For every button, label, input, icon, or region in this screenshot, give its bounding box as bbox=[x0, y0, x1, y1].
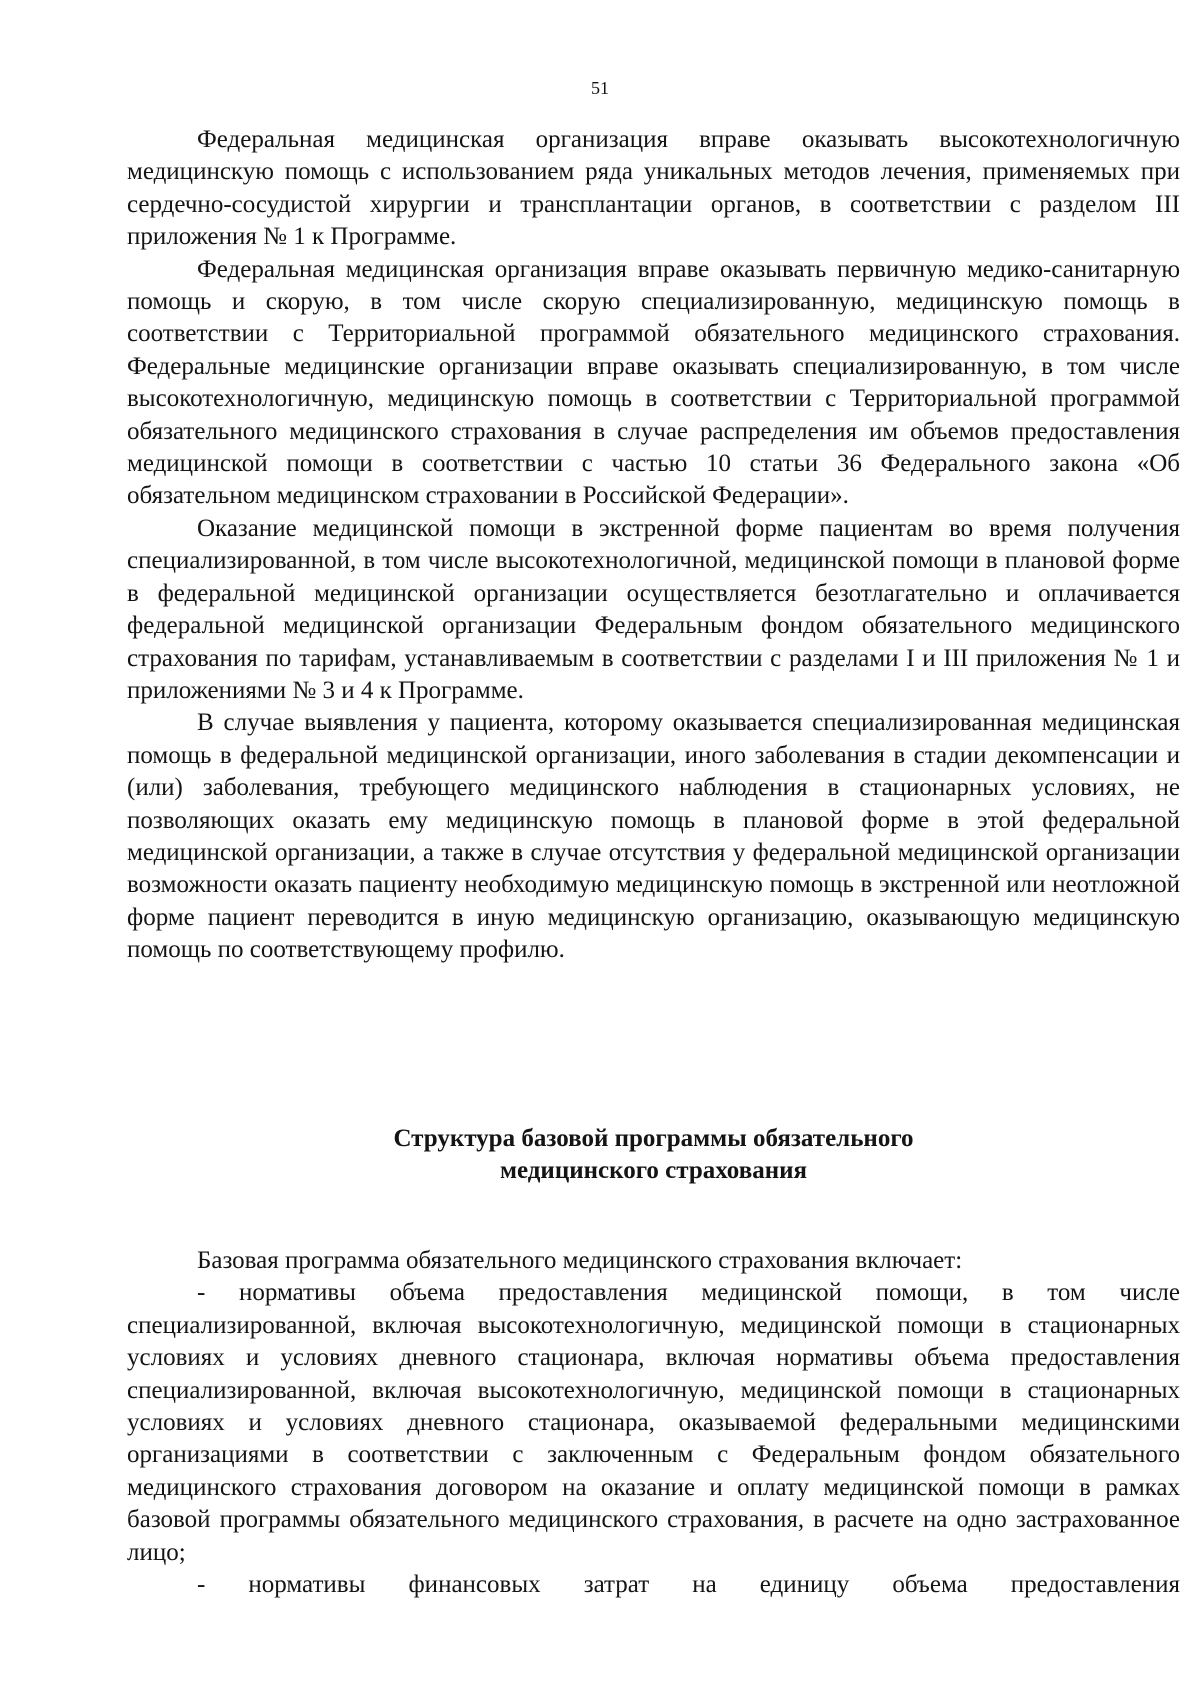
page-number: 51 bbox=[591, 78, 609, 98]
section-intro: Базовая программа обязательного медицинского страхования включает: bbox=[197, 1247, 963, 1274]
section-text bbox=[127, 1245, 1180, 1601]
section-heading bbox=[127, 1123, 1180, 1187]
section-heading-line-1: Структура базовой программы обязательного bbox=[393, 1125, 914, 1152]
paragraph-primary-care: Федеральная медицинская организация вправе оказывать первичную медико-санитарную помощь и скорую, в том числе скорую специализированную, медицинскую помощь в соответствии с Территориальной программой обязательного медицинского страхования. Федеральные медицинские организации вправе оказывать специализированную, в том числе высокотехнологичную, медицинскую помощь в соответствии с Территориальной программой обязательного медицинского страхования в случае распределения им объемов предоставления медицинской помощи в соответствии с частью 10 статьи 36 Федерального закона «Об обязательном медицинском страховании в Российской Федерации». bbox=[127, 255, 1180, 510]
body-text bbox=[127, 124, 1180, 967]
list-item-volume-norms: - нормативы объема предоставления медицинской помощи, в том числе специализированной, включая высокотехнологичную, медицинской помощи в стационарных условиях и условиях дневного стационара, включая нормативы объема предоставления специализированной, включая высокотехнологичную, медицинской помощи в стационарных условиях и условиях дневного стационара, оказываемой федеральными медицинскими организациями в соответствии с заключенным с Федеральным фондом обязательного медицинского страхования договором на оказание и оплату медицинской помощи в рамках базовой программы обязательного медицинского страхования, в расчете на одно застрахованное лицо; bbox=[127, 1279, 1180, 1566]
paragraph-emergency-care: Оказание медицинской помощи в экстренной форме пациентам во время получения специализированной, в том числе высокотехнологичной, медицинской помощи в плановой форме в федеральной медицинской организации осуществляется безотлагательно и оплачивается федеральной медицинской организации Федеральным фондом обязательного медицинского страхования по тарифам, устанавливаемым в соответствии с разделами I и III приложения № 1 и приложениями № 3 и 4 к Программе. bbox=[127, 514, 1180, 704]
paragraph-federal-high-tech: Федеральная медицинская организация вправе оказывать высокотехнологичную медицинскую помощь с использованием ряда уникальных методов лечения, применяемых при сердечно-сосудистой хирургии и трансплантации органов, в соответствии с разделом III приложения № 1 к Программе. bbox=[127, 126, 1180, 251]
paragraph-patient-transfer: В случае выявления у пациента, которому оказывается специализированная медицинская помощь в федеральной медицинской организации, иного заболевания в стадии декомпенсации и (или) заболевания, требующего медицинского наблюдения в стационарных условиях, не позволяющих оказать ему медицинскую помощь в плановой форме в этой федеральной медицинской организации, а также в случае отсутствия у федеральной медицинской организации возможности оказать пациенту необходимую медицинскую помощь в экстренной или неотложной форме пациент переводится в иную медицинскую организацию, оказывающую медицинскую помощь по соответствующему профилю. bbox=[127, 709, 1180, 964]
section-heading-line-2: медицинского страхования bbox=[499, 1157, 808, 1184]
list-item-cost-norms: - нормативы финансовых затрат на единицу объема предоставления bbox=[197, 1571, 1180, 1599]
